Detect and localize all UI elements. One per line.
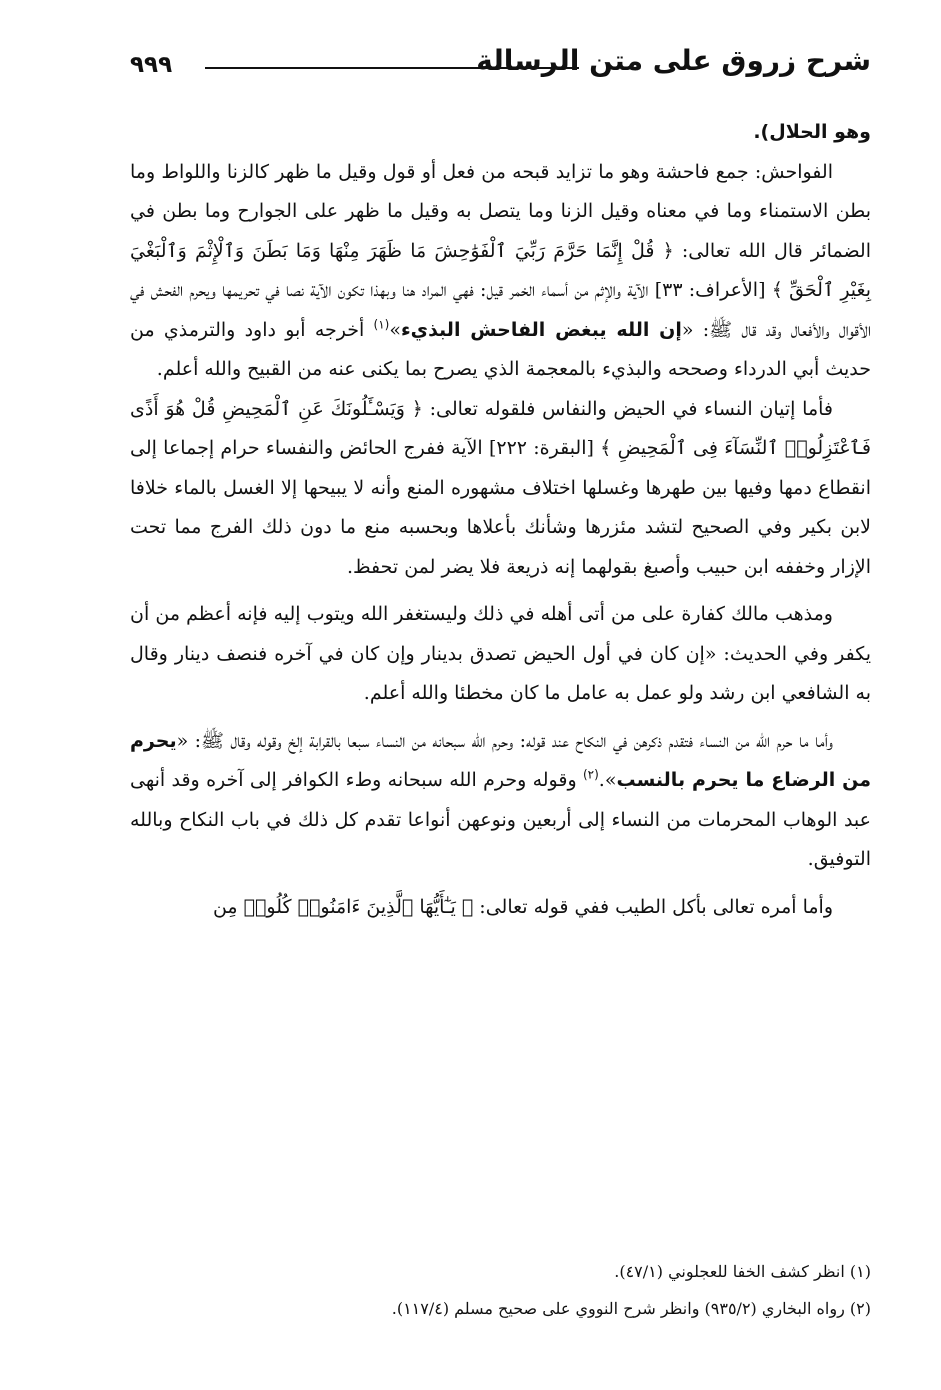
footnote-ref-2: (٢) bbox=[582, 767, 599, 782]
paragraph-2-tail: أخرجه أبو داود والترمذي من حديث أبي الدرداء وصححه والبذيء بالمعجمة الذي يصرح بما يكنى عنه من القبيح والله أعلم. bbox=[130, 318, 871, 380]
main-text bbox=[130, 113, 871, 927]
paragraph-6 bbox=[130, 888, 871, 928]
paragraph-6-text: وأما أمره تعالى بأكل الطيب ففي قوله تعالى: ﴿ يَـٰٓأَيُّهَا ٱلَّذِينَ ءَامَنُوا۟ كُلُوا۟ مِن bbox=[212, 895, 833, 918]
paragraph-5 bbox=[130, 722, 871, 880]
paragraph-2-quote-close: » bbox=[389, 318, 401, 341]
page-header bbox=[120, 44, 871, 100]
footnote-2: (٢) رواه البخاري (٩٣٥/٢) وانظر شرح النووي على صحيح مسلم (١١٧/٤). bbox=[391, 1299, 871, 1318]
paragraph-5-tail: وقوله وحرم الله سبحانه وطء الكوافر إلى آخره وقد أنهى عبد الوهاب المحرمات من النساء إلى أربعين ونوعهن أنواعا تقدم كل ذلك في باب النكاح وبالله التوفيق. bbox=[130, 769, 871, 870]
footnote-ref-1: (١) bbox=[373, 317, 390, 332]
paragraph-3-text: فأما إتيان النساء في الحيض والنفاس فلقوله تعالى: ﴿ وَيَسْـَٔلُونَكَ عَنِ ٱلْمَحِيضِ قُلْ هُوَ أَذًى فَٱعْتَزِلُوا۟ ٱلنِّسَآءَ فِى ٱلْمَحِيضِ ﴾ [البقرة: ٢٢٢] الآية ففرج الحائض والنفساء حرام إجماعا إلى انقطاع دمها وفيها بين طهرها وغسلها اختلاف مشهوره المنع وأنه لا يبيحها إلا الغسل بالماء خلافا لابن بكير وفي الصحيح لتشد مئزرها وشأنك بأعلاها وبحسبه منع ما دون ذلك الفرج مما تحت الإزار وخففه ابن حبيب وأصبغ بقولهما إنه ذريعة فلا يضر لمن تحفظ. bbox=[130, 397, 871, 578]
paragraph-2 bbox=[130, 153, 871, 390]
paragraph-5-text: وأما ما حرم الله من النساء فتقدم ذكرهن في النكاح عند قوله: وحرم الله سبحانه من النساء سبعا بالقرابة إلخ وقوله وقال ﷺ: « bbox=[176, 729, 833, 752]
paragraph-2-text: الفواحش: جمع فاحشة وهو ما تزايد قبحه من فعل أو قول وقيل ما ظهر كالزنا واللواط وما بطن الاستمناء وما في معناه وقيل الزنا وما يتصل به وقيل ما ظهر على الجوارح وما بطن في الضمائر قال الله تعالى: ﴿ قُلْ إِنَّمَا حَرَّمَ رَبِّيَ ٱلْفَوَٰحِشَ مَا ظَهَرَ مِنْهَا وَمَا بَطَنَ وَٱلْإِثْمَ وَٱلْبَغْيَ بِغَيْرِ ٱلْحَقِّ ﴾ [الأعراف: ٣٣] الآية والإثم من أسماء الخمر قيل: فهي المراد هنا وبهذا تكون الآية نصا في تحريمها ويحرم الفحش في الأقوال والأفعال وقد قال ﷺ: « bbox=[130, 160, 872, 341]
hadith-quote: إن الله يبغض الفاحش البذيء bbox=[400, 318, 682, 341]
footnotes bbox=[130, 1253, 871, 1327]
paragraph-1 bbox=[130, 113, 871, 153]
paragraph-5-quote-close: ». bbox=[598, 769, 617, 791]
footnote-1: (١) انظر كشف الخفا للعجلوني (٤٧/١). bbox=[614, 1262, 871, 1281]
running-title: شرح زروق على متن الرسالة bbox=[476, 44, 871, 77]
hadith-quote-2: يحرم من الرضاع ما يحرم بالنسب bbox=[130, 729, 871, 791]
paragraph-3 bbox=[130, 390, 871, 588]
paragraph-4-text: ومذهب مالك كفارة على من أتى أهله في ذلك وليستغفر الله ويتوب إليه فإنه أعظم من أن يكفر وفي الحديث: «إن كان في أول الحيض تصدق بدينار وإن كان في آخره فنصف دينار وقال به الشافعي ابن رشد ولو عمل به عامل ما كان مخطئا والله أعلم. bbox=[130, 603, 871, 704]
paragraph-4 bbox=[130, 595, 871, 714]
paragraph-1-text: وهو الحلال). bbox=[753, 121, 871, 143]
page-number: ٩٩٩ bbox=[130, 52, 173, 78]
